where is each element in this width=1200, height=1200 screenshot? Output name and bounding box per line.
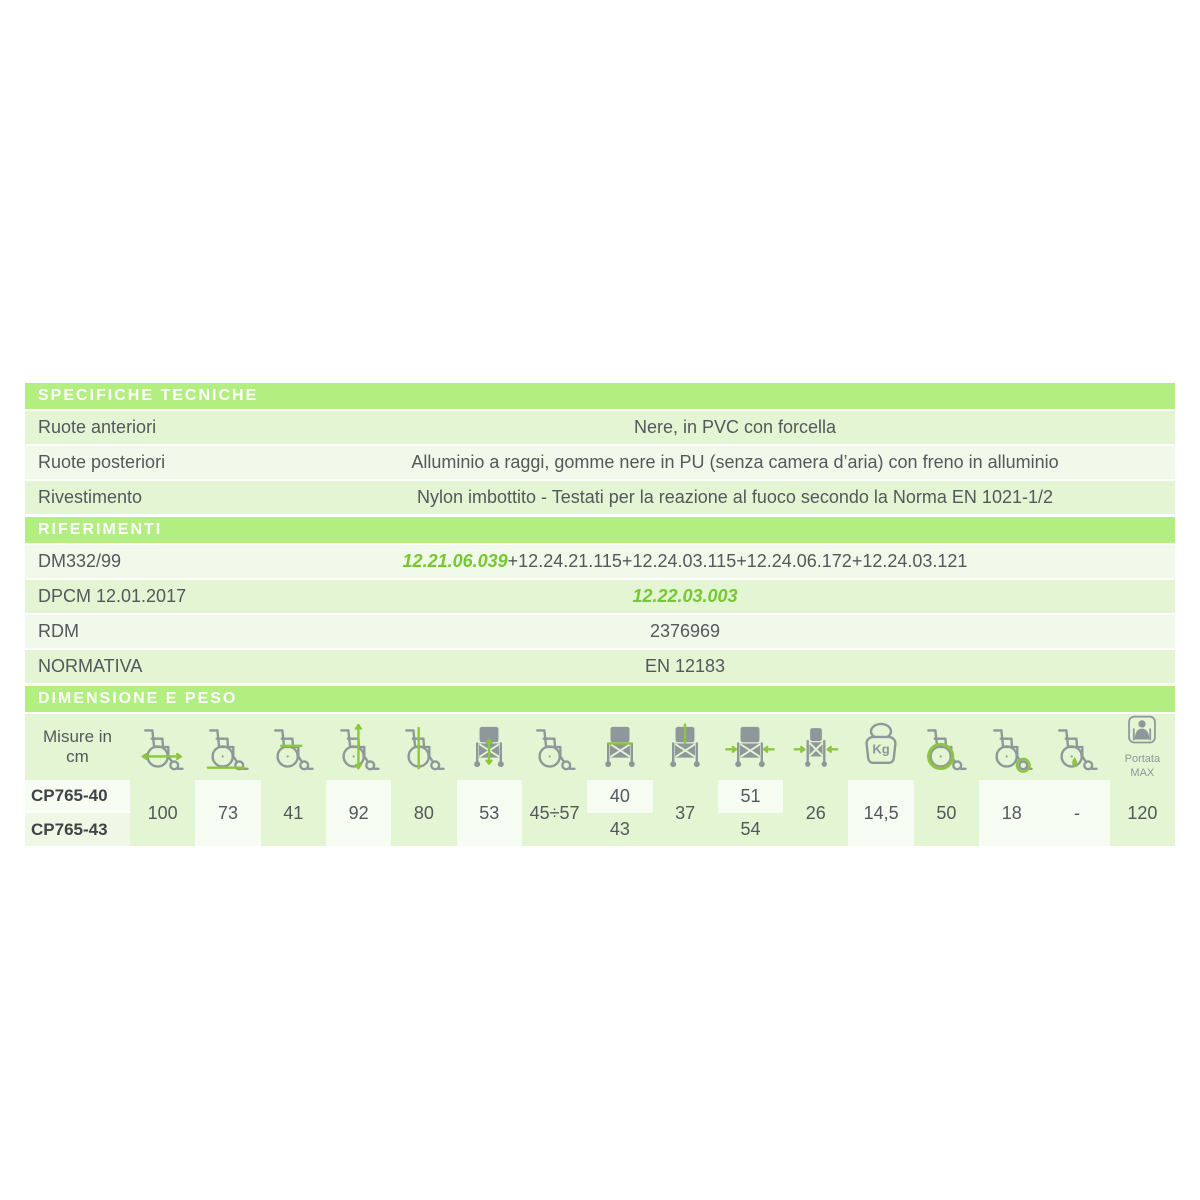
rif-row-dm332 [25, 545, 1175, 578]
dim-value-folded-width: 26 [783, 780, 848, 846]
weight-kg-icon [855, 721, 907, 773]
spec-row-rivestimento [25, 481, 1175, 514]
dim-value-drop-test: - [1044, 780, 1109, 846]
backrest-width-icon-cell [653, 714, 718, 780]
backrest-height-icon [463, 721, 515, 773]
model-name: CP765-43 [31, 819, 108, 839]
total-length-icon-cell [130, 714, 195, 780]
seat-width-icon [594, 721, 646, 773]
max-load-label-line1: Portata [1124, 753, 1161, 766]
max-load-icon-cell [1110, 714, 1175, 780]
rif-row-normativa [25, 650, 1175, 683]
section-title: DIMENSIONE E PESO [38, 690, 238, 707]
total-height-icon-cell [326, 714, 391, 780]
dim-value-backrest-height: 53 [457, 780, 522, 846]
dim-value-total-height: 92 [326, 780, 391, 846]
dim-value-backrest-width: 37 [653, 780, 718, 846]
drop-test-icon [1051, 721, 1103, 773]
kg-icon-label: Kg [872, 741, 890, 757]
dim-value-total-width-CP765-43: 54 [718, 813, 783, 846]
rif-label: DM332/99 [38, 551, 122, 571]
measure-unit-line2: cm [66, 747, 89, 766]
section-header-riferimenti [25, 517, 1175, 543]
spec-label: Ruote posteriori [38, 452, 166, 472]
dim-value-seat-height: 45÷57 [522, 780, 587, 846]
model-row-label-cp765-43 [25, 813, 130, 846]
seat-depth-icon-cell [261, 714, 326, 780]
dimensions-table [25, 714, 1175, 846]
section-title: RIFERIMENTI [38, 521, 163, 538]
dim-value-max-load: 120 [1110, 780, 1175, 846]
backrest-height-icon-cell [457, 714, 522, 780]
rif-label: RDM [38, 621, 79, 641]
wheel-axis-height-icon [398, 721, 450, 773]
folded-width-icon [790, 721, 842, 773]
spec-value: Nere, in PVC con forcella [633, 417, 837, 437]
iso-code-rest: +12.24.21.115+12.24.03.115+12.24.06.172+12.24.03.121 [507, 551, 968, 571]
rif-row-dpcm [25, 580, 1175, 613]
front-wheel-diameter-icon-cell [979, 714, 1044, 780]
rif-value: 2376969 [649, 621, 721, 641]
section-header-dimensione-peso [25, 686, 1175, 712]
weight-kg-icon-cell [848, 714, 913, 780]
model-row-label-cp765-40 [25, 780, 130, 813]
section-title: SPECIFICHE TECNICHE [38, 387, 259, 404]
dim-value-seat-width-CP765-43: 43 [587, 813, 652, 846]
rif-label: NORMATIVA [38, 656, 143, 676]
seat-width-icon-cell [587, 714, 652, 780]
dim-value-seat-width-CP765-40: 40 [587, 780, 652, 813]
spec-row-ruote-posteriori [25, 446, 1175, 479]
total-height-icon [333, 721, 385, 773]
spec-label: Ruote anteriori [38, 417, 157, 437]
measure-unit-header [25, 714, 130, 780]
rif-value [195, 551, 1175, 572]
section-header-specifiche [25, 383, 1175, 409]
seat-depth-icon [267, 721, 319, 773]
rif-value: EN 12183 [644, 656, 726, 676]
dim-value-total-width-CP765-40: 51 [718, 780, 783, 813]
backrest-width-icon [659, 721, 711, 773]
max-load-label-line2: MAX [1130, 766, 1155, 779]
total-width-icon-cell [718, 714, 783, 780]
rear-wheel-diameter-icon [920, 721, 972, 773]
max-load-icon [1123, 714, 1161, 752]
spec-label: Rivestimento [38, 487, 143, 507]
seat-height-icon-cell [522, 714, 587, 780]
dim-value-total-length: 100 [130, 780, 195, 846]
ground-length-icon [202, 721, 254, 773]
rif-row-rdm [25, 615, 1175, 648]
dim-value-ground-length: 73 [195, 780, 260, 846]
total-length-icon [137, 721, 189, 773]
rif-value [195, 586, 1175, 607]
ground-length-icon-cell [195, 714, 260, 780]
total-width-icon [724, 721, 776, 773]
model-name: CP765-40 [31, 785, 108, 805]
spec-value: Alluminio a raggi, gomme nere in PU (senza camera d’aria) con freno in alluminio [411, 452, 1059, 472]
rear-wheel-diameter-icon-cell [914, 714, 979, 780]
dim-value-wheel-axis-height: 80 [391, 780, 456, 846]
front-wheel-diameter-icon [986, 721, 1038, 773]
spec-row-ruote-anteriori [25, 411, 1175, 444]
folded-width-icon-cell [783, 714, 848, 780]
dim-value-front-wheel-diameter: 18 [979, 780, 1044, 846]
spec-value: Nylon imbottito - Testati per la reazione al fuoco secondo la Norma EN 1021-1/2 [416, 487, 1053, 507]
seat-height-icon [529, 721, 581, 773]
max-load-label [1125, 753, 1160, 779]
iso-code-highlight: 12.22.03.003 [632, 586, 738, 606]
measure-unit-line1: Misure in [43, 727, 112, 747]
dim-value-weight-kg: 14,5 [848, 780, 913, 846]
wheel-axis-height-icon-cell [391, 714, 456, 780]
drop-test-icon-cell [1044, 714, 1109, 780]
dim-value-rear-wheel-diameter: 50 [914, 780, 979, 846]
iso-code-highlight: 12.21.06.039 [402, 551, 508, 571]
dim-value-seat-depth: 41 [261, 780, 326, 846]
product-spec-table [25, 383, 1175, 846]
rif-label: DPCM 12.01.2017 [38, 586, 187, 606]
